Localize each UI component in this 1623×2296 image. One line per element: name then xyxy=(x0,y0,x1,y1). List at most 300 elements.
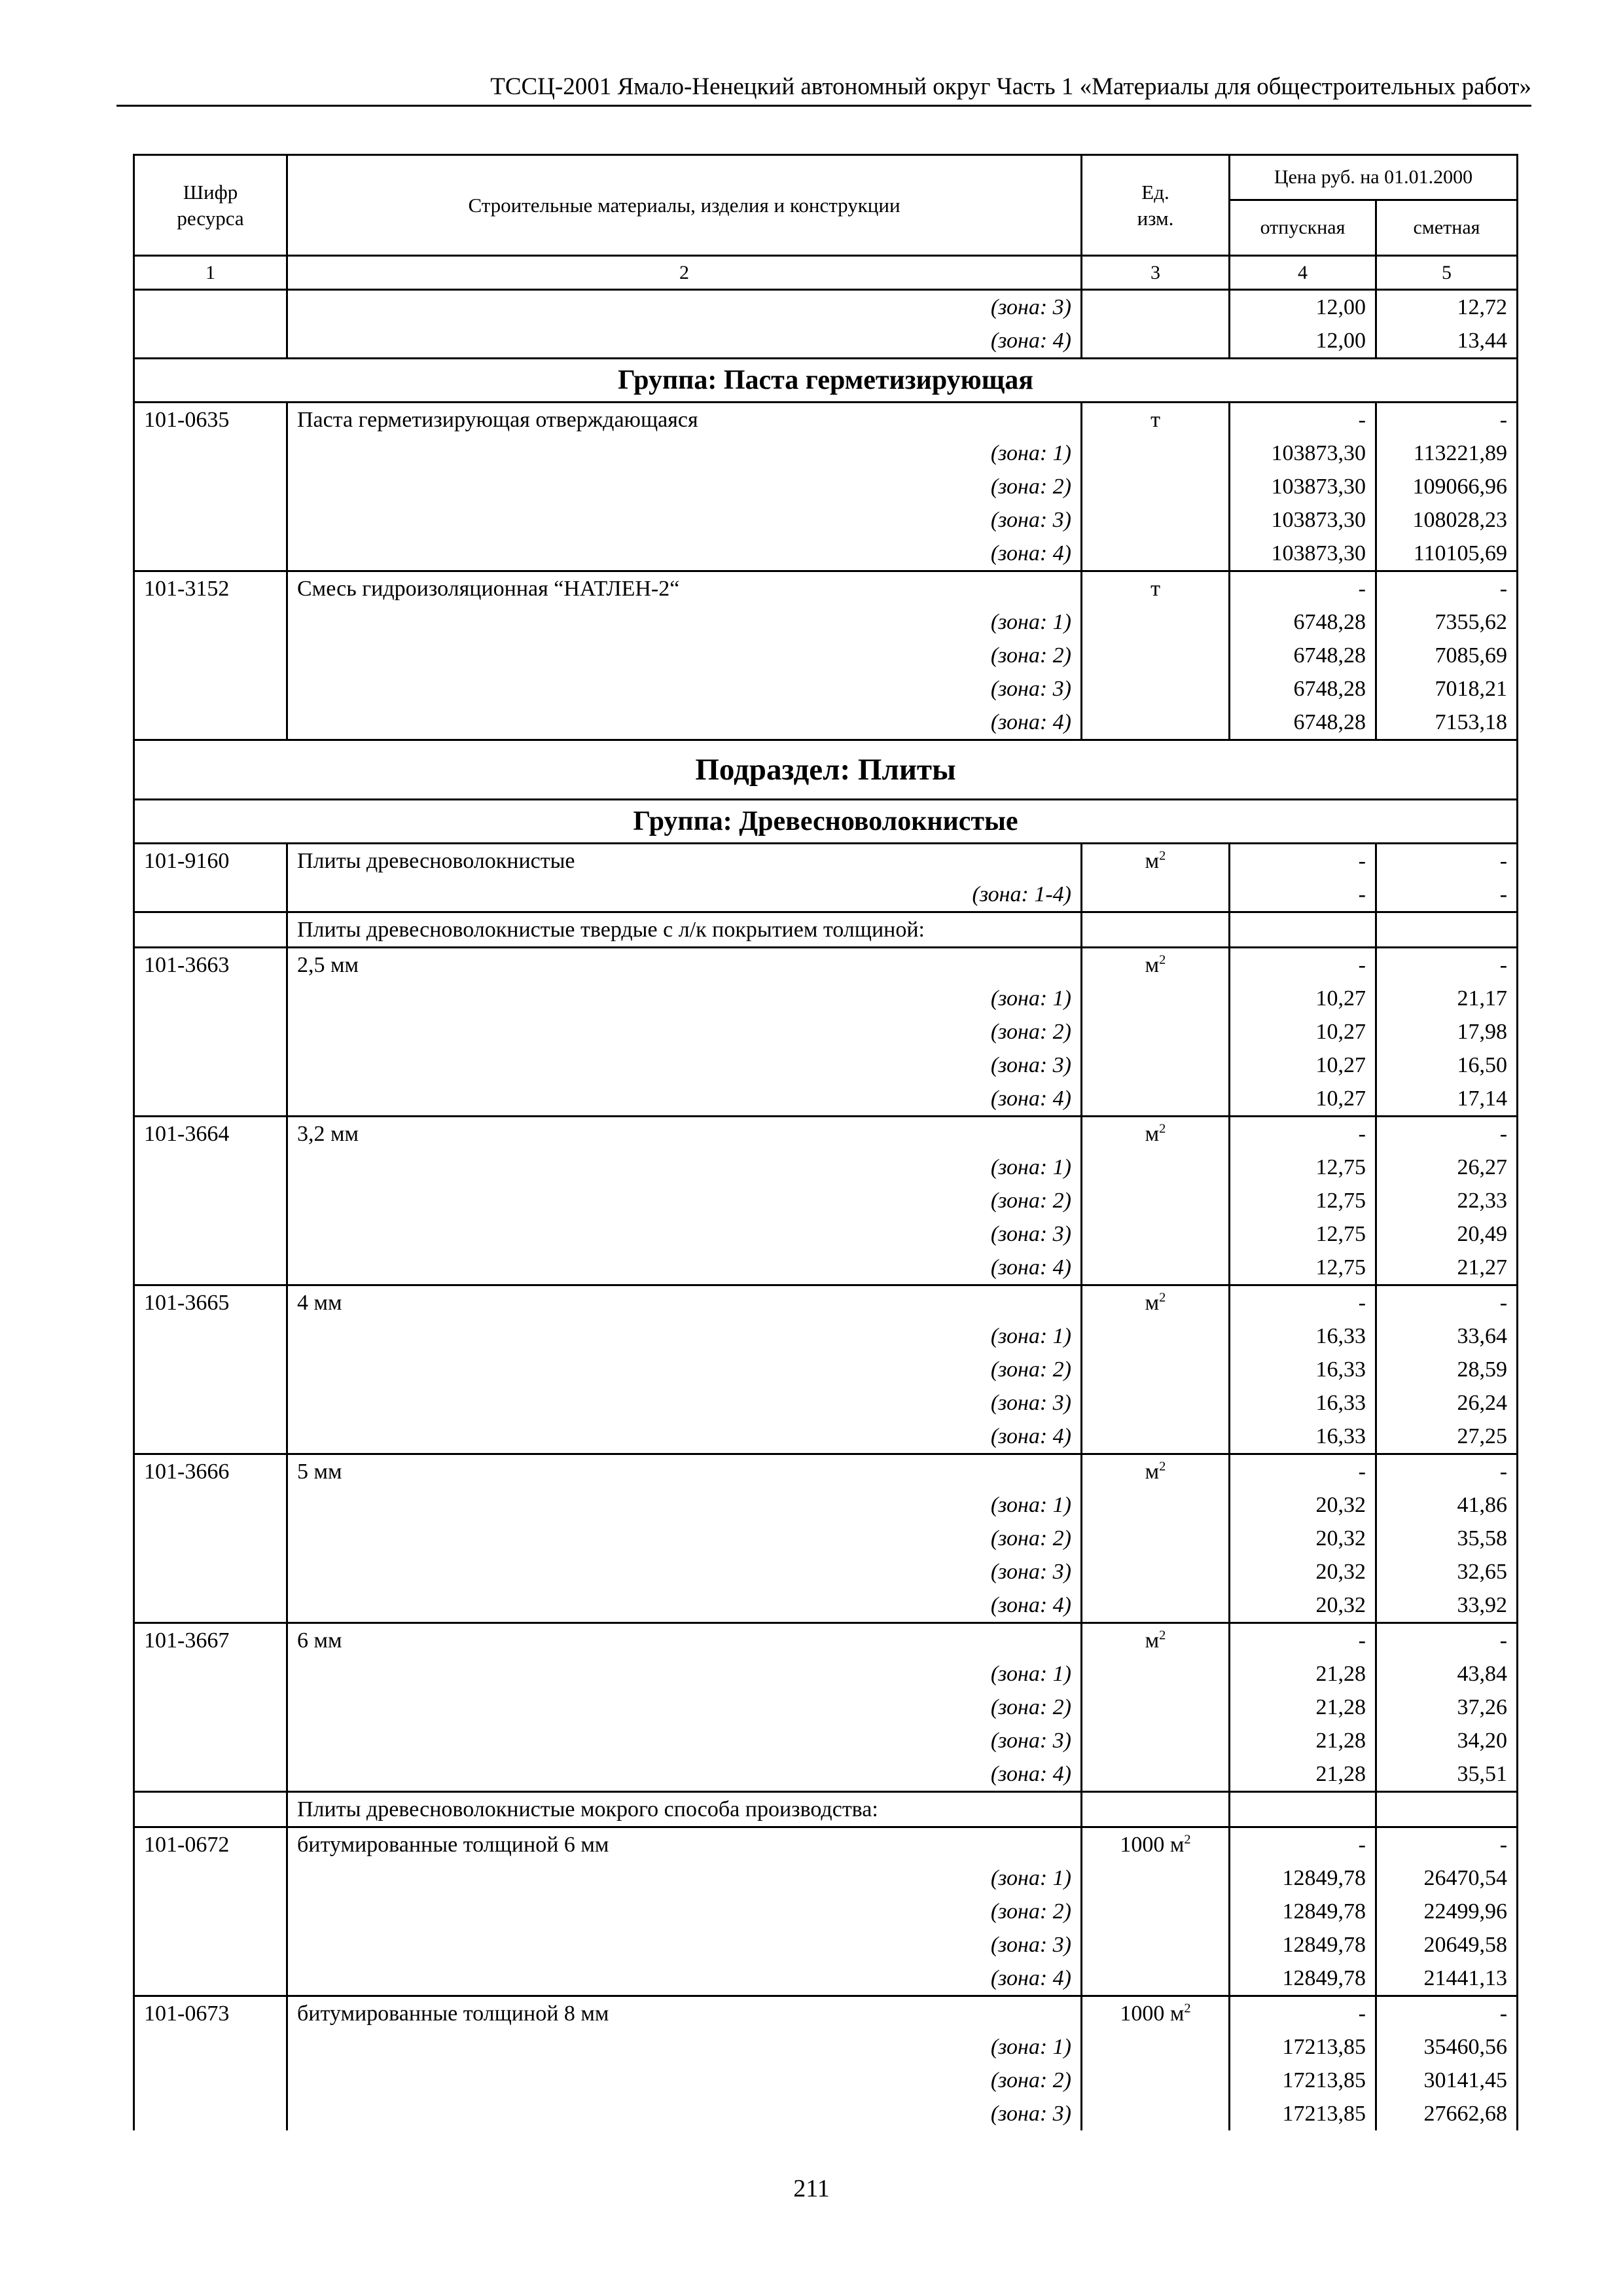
estimate-price: 43,84 xyxy=(1376,1657,1518,1691)
zone-label: (зона: 3) xyxy=(287,1217,1082,1251)
unit-cell xyxy=(1082,1049,1230,1082)
estimate-price: 108028,23 xyxy=(1376,503,1518,537)
code-cell xyxy=(134,1757,287,1792)
resource-code: 101-0672 xyxy=(134,1827,287,1862)
zone-label: (зона: 3) xyxy=(287,672,1082,706)
zone-label: (зона: 4) xyxy=(287,537,1082,571)
material-name: Плиты древесноволокнистые xyxy=(287,844,1082,878)
zone-price-row xyxy=(134,1757,1518,1792)
zone-label: (зона: 1) xyxy=(287,982,1082,1015)
material-row xyxy=(134,403,1518,437)
column-number-row xyxy=(134,256,1518,290)
unit-cell xyxy=(1082,1522,1230,1555)
resource-code: 101-9160 xyxy=(134,844,287,878)
release-price: - xyxy=(1230,1623,1376,1658)
material-name: 4 мм xyxy=(287,1285,1082,1320)
code-cell xyxy=(134,1928,287,1962)
unit-cell xyxy=(1082,1454,1230,1489)
zone-label: (зона: 4) xyxy=(287,1962,1082,1996)
estimate-price: - xyxy=(1376,571,1518,606)
zone-label: (зона: 2) xyxy=(287,2064,1082,2097)
zone-price-row xyxy=(134,1353,1518,1386)
code-cell xyxy=(134,1251,287,1285)
release-price: 16,33 xyxy=(1230,1386,1376,1420)
code-cell xyxy=(134,1420,287,1454)
estimate-price: 22499,96 xyxy=(1376,1895,1518,1928)
zone-label: (зона: 3) xyxy=(287,1724,1082,1757)
zone-price-row xyxy=(134,1386,1518,1420)
zone-price-row xyxy=(134,1049,1518,1082)
estimate-price: 20649,58 xyxy=(1376,1928,1518,1962)
estimate-price: 41,86 xyxy=(1376,1488,1518,1522)
zone-price-row xyxy=(134,878,1518,912)
zone-price-row xyxy=(134,1861,1518,1895)
material-row xyxy=(134,1117,1518,1151)
column-number: 2 xyxy=(287,256,1082,290)
unit-superscript: 2 xyxy=(1159,1459,1166,1474)
unit-cell xyxy=(1082,1724,1230,1757)
unit-cell xyxy=(1082,1757,1230,1792)
group-heading: Группа: Древесноволокнистые xyxy=(134,800,1518,844)
header-code: Шифр ресурса xyxy=(134,155,287,256)
code-cell xyxy=(134,1522,287,1555)
zone-label: (зона: 3) xyxy=(287,503,1082,537)
zone-label: (зона: 1) xyxy=(287,605,1082,639)
price-table xyxy=(133,154,1518,2130)
material-row xyxy=(134,1285,1518,1320)
table-header-row xyxy=(134,155,1518,200)
zone-price-row xyxy=(134,1015,1518,1049)
release-price: - xyxy=(1230,1117,1376,1151)
release-price: 12849,78 xyxy=(1230,1895,1376,1928)
zone-label: (зона: 1) xyxy=(287,1488,1082,1522)
estimate-price: 110105,69 xyxy=(1376,537,1518,571)
resource-code: 101-0635 xyxy=(134,403,287,437)
unit-cell xyxy=(1082,982,1230,1015)
unit-cell xyxy=(1082,1151,1230,1184)
estimate-price: 109066,96 xyxy=(1376,470,1518,503)
unit-cell xyxy=(1082,1353,1230,1386)
zone-price-row xyxy=(134,1657,1518,1691)
unit-cell xyxy=(1082,470,1230,503)
zone-price-row xyxy=(134,437,1518,470)
unit-cell xyxy=(1082,1588,1230,1623)
zone-price-row xyxy=(134,1588,1518,1623)
code-cell xyxy=(134,1319,287,1353)
release-price: 20,32 xyxy=(1230,1488,1376,1522)
unit-text: м xyxy=(1145,952,1160,977)
zone-price-row xyxy=(134,290,1518,325)
unit-cell xyxy=(1082,1251,1230,1285)
unit-cell xyxy=(1082,844,1230,878)
zone-label: (зона: 4) xyxy=(287,324,1082,359)
code-cell xyxy=(134,982,287,1015)
estimate-price: 7153,18 xyxy=(1376,706,1518,740)
unit-cell xyxy=(1082,1217,1230,1251)
group-heading: Группа: Паста герметизирующая xyxy=(134,359,1518,403)
release-price-cell xyxy=(1230,1792,1376,1827)
release-price: 20,32 xyxy=(1230,1588,1376,1623)
zone-label: (зона: 4) xyxy=(287,706,1082,740)
unit-text: м xyxy=(1145,1459,1160,1484)
zone-label: (зона: 3) xyxy=(287,1928,1082,1962)
code-cell xyxy=(134,1962,287,1996)
estimate-price: 28,59 xyxy=(1376,1353,1518,1386)
resource-code: 101-3663 xyxy=(134,948,287,982)
code-cell xyxy=(134,639,287,672)
zone-label: (зона: 2) xyxy=(287,1522,1082,1555)
estimate-price: 35,51 xyxy=(1376,1757,1518,1792)
code-cell xyxy=(134,2097,287,2130)
release-price: - xyxy=(1230,878,1376,912)
zone-label: (зона: 1) xyxy=(287,1319,1082,1353)
code-cell xyxy=(134,1657,287,1691)
code-cell xyxy=(134,2030,287,2064)
zone-price-row xyxy=(134,1724,1518,1757)
material-name: битумированные толщиной 6 мм xyxy=(287,1827,1082,1862)
resource-code: 101-3664 xyxy=(134,1117,287,1151)
code-cell xyxy=(134,1895,287,1928)
unit-superscript: 2 xyxy=(1159,1121,1166,1136)
release-price: 21,28 xyxy=(1230,1657,1376,1691)
resource-code: 101-3152 xyxy=(134,571,287,606)
code-cell xyxy=(134,912,287,948)
zone-label: (зона: 4) xyxy=(287,1757,1082,1792)
unit-cell xyxy=(1082,1657,1230,1691)
zone-price-row xyxy=(134,1895,1518,1928)
release-price: 12,00 xyxy=(1230,290,1376,325)
code-cell xyxy=(134,1555,287,1588)
unit-cell xyxy=(1082,706,1230,740)
unit-cell xyxy=(1082,537,1230,571)
unit-cell xyxy=(1082,2097,1230,2130)
unit-text: м xyxy=(1145,1290,1160,1315)
release-price: - xyxy=(1230,1827,1376,1862)
code-cell xyxy=(134,1217,287,1251)
release-price: 21,28 xyxy=(1230,1691,1376,1724)
unit-cell xyxy=(1082,503,1230,537)
estimate-price: 26470,54 xyxy=(1376,1861,1518,1895)
release-price: 17213,85 xyxy=(1230,2097,1376,2130)
resource-code: 101-3665 xyxy=(134,1285,287,1320)
estimate-price: - xyxy=(1376,1827,1518,1862)
release-price: 12849,78 xyxy=(1230,1962,1376,1996)
zone-label: (зона: 4) xyxy=(287,1420,1082,1454)
code-cell xyxy=(134,1151,287,1184)
code-cell xyxy=(134,706,287,740)
zone-price-row xyxy=(134,1691,1518,1724)
material-name: Смесь гидроизоляционная “НАТЛЕН-2“ xyxy=(287,571,1082,606)
zone-label: (зона: 2) xyxy=(287,639,1082,672)
subheading-row xyxy=(134,912,1518,948)
resource-code: 101-0673 xyxy=(134,1996,287,2031)
estimate-price: 113221,89 xyxy=(1376,437,1518,470)
estimate-price: 7355,62 xyxy=(1376,605,1518,639)
code-cell xyxy=(134,1386,287,1420)
release-price: 10,27 xyxy=(1230,1082,1376,1117)
zone-label: (зона: 1-4) xyxy=(287,878,1082,912)
zone-price-row xyxy=(134,1488,1518,1522)
estimate-price: 13,44 xyxy=(1376,324,1518,359)
zone-label: (зона: 1) xyxy=(287,437,1082,470)
table-body xyxy=(134,290,1518,2131)
unit-cell xyxy=(1082,1623,1230,1658)
code-cell xyxy=(134,1588,287,1623)
unit-text: м xyxy=(1145,1121,1160,1146)
release-price: 10,27 xyxy=(1230,982,1376,1015)
group-heading-row xyxy=(134,359,1518,403)
zone-price-row xyxy=(134,982,1518,1015)
release-price: 16,33 xyxy=(1230,1319,1376,1353)
estimate-price: - xyxy=(1376,1117,1518,1151)
material-name: битумированные толщиной 8 мм xyxy=(287,1996,1082,2031)
unit-text: т xyxy=(1150,576,1160,601)
zone-price-row xyxy=(134,1928,1518,1962)
unit-cell xyxy=(1082,912,1230,948)
release-price: 6748,28 xyxy=(1230,672,1376,706)
material-name: 2,5 мм xyxy=(287,948,1082,982)
release-price: - xyxy=(1230,844,1376,878)
estimate-price: - xyxy=(1376,1996,1518,2031)
release-price: 12,75 xyxy=(1230,1217,1376,1251)
unit-superscript: 2 xyxy=(1184,2001,1191,2016)
zone-price-row xyxy=(134,1184,1518,1217)
zone-label: (зона: 2) xyxy=(287,470,1082,503)
release-price: 17213,85 xyxy=(1230,2064,1376,2097)
estimate-price: 34,20 xyxy=(1376,1724,1518,1757)
zone-price-row xyxy=(134,1319,1518,1353)
zone-price-row xyxy=(134,1251,1518,1285)
material-name: 5 мм xyxy=(287,1454,1082,1489)
estimate-price: 32,65 xyxy=(1376,1555,1518,1588)
material-row xyxy=(134,1996,1518,2031)
resource-code: 101-3667 xyxy=(134,1623,287,1658)
header-release-price: отпускная xyxy=(1230,200,1376,256)
unit-cell xyxy=(1082,639,1230,672)
release-price: 17213,85 xyxy=(1230,2030,1376,2064)
column-number: 4 xyxy=(1230,256,1376,290)
release-price: 12,75 xyxy=(1230,1151,1376,1184)
unit-cell xyxy=(1082,605,1230,639)
estimate-price: 7085,69 xyxy=(1376,639,1518,672)
unit-cell xyxy=(1082,1420,1230,1454)
release-price: 103873,30 xyxy=(1230,537,1376,571)
release-price: 12849,78 xyxy=(1230,1928,1376,1962)
zone-label: (зона: 2) xyxy=(287,1184,1082,1217)
unit-cell xyxy=(1082,1962,1230,1996)
code-cell xyxy=(134,290,287,325)
release-price: 10,27 xyxy=(1230,1049,1376,1082)
unit-cell xyxy=(1082,437,1230,470)
page-number: 211 xyxy=(793,2175,830,2202)
unit-cell xyxy=(1082,324,1230,359)
unit-cell xyxy=(1082,2064,1230,2097)
zone-price-row xyxy=(134,324,1518,359)
header-name: Строительные материалы, изделия и конструкции xyxy=(287,155,1082,256)
unit-superscript: 2 xyxy=(1159,848,1166,863)
estimate-price: 33,92 xyxy=(1376,1588,1518,1623)
code-cell xyxy=(134,878,287,912)
unit-cell xyxy=(1082,1827,1230,1862)
estimate-price: 26,24 xyxy=(1376,1386,1518,1420)
unit-text: м xyxy=(1145,1628,1160,1653)
code-cell xyxy=(134,2064,287,2097)
unit-cell xyxy=(1082,290,1230,325)
column-number: 1 xyxy=(134,256,287,290)
zone-label: (зона: 3) xyxy=(287,1049,1082,1082)
zone-label: (зона: 4) xyxy=(287,1082,1082,1117)
header-estimate-price: сметная xyxy=(1376,200,1518,256)
material-name: 3,2 мм xyxy=(287,1117,1082,1151)
estimate-price: - xyxy=(1376,948,1518,982)
unit-cell xyxy=(1082,1319,1230,1353)
header-unit: Ед. изм. xyxy=(1082,155,1230,256)
estimate-price: 16,50 xyxy=(1376,1049,1518,1082)
code-cell xyxy=(134,1184,287,1217)
unit-cell xyxy=(1082,1285,1230,1320)
estimate-price: - xyxy=(1376,1454,1518,1489)
release-price: 12,00 xyxy=(1230,324,1376,359)
estimate-price: 26,27 xyxy=(1376,1151,1518,1184)
zone-label: (зона: 1) xyxy=(287,1657,1082,1691)
zone-price-row xyxy=(134,706,1518,740)
estimate-price: 21,17 xyxy=(1376,982,1518,1015)
code-cell xyxy=(134,1792,287,1827)
estimate-price: 17,98 xyxy=(1376,1015,1518,1049)
release-price: 16,33 xyxy=(1230,1420,1376,1454)
code-cell xyxy=(134,605,287,639)
release-price: 21,28 xyxy=(1230,1757,1376,1792)
unit-cell xyxy=(1082,1184,1230,1217)
zone-label: (зона: 2) xyxy=(287,1895,1082,1928)
code-cell xyxy=(134,1015,287,1049)
section-heading-row xyxy=(134,740,1518,800)
unit-cell xyxy=(1082,1015,1230,1049)
unit-text: 1000 м xyxy=(1120,2001,1185,2026)
zone-price-row xyxy=(134,2097,1518,2130)
material-row xyxy=(134,571,1518,606)
zone-price-row xyxy=(134,2030,1518,2064)
code-cell xyxy=(134,1353,287,1386)
unit-superscript: 2 xyxy=(1184,1832,1191,1847)
release-price: 12,75 xyxy=(1230,1251,1376,1285)
zone-price-row xyxy=(134,1962,1518,1996)
release-price: 6748,28 xyxy=(1230,605,1376,639)
zone-label: (зона: 1) xyxy=(287,1151,1082,1184)
estimate-price-cell xyxy=(1376,912,1518,948)
code-cell xyxy=(134,537,287,571)
zone-price-row xyxy=(134,470,1518,503)
code-cell xyxy=(134,1861,287,1895)
estimate-price: 12,72 xyxy=(1376,290,1518,325)
estimate-price: 27,25 xyxy=(1376,1420,1518,1454)
unit-cell xyxy=(1082,2030,1230,2064)
estimate-price: 21,27 xyxy=(1376,1251,1518,1285)
zone-label: (зона: 2) xyxy=(287,1015,1082,1049)
estimate-price: - xyxy=(1376,1623,1518,1658)
estimate-price: 35460,56 xyxy=(1376,2030,1518,2064)
subheading-text: Плиты древесноволокнистые твердые с л/к покрытием толщиной: xyxy=(287,912,1082,948)
unit-superscript: 2 xyxy=(1159,952,1166,967)
zone-price-row xyxy=(134,537,1518,571)
release-price: 12,75 xyxy=(1230,1184,1376,1217)
unit-cell xyxy=(1082,1691,1230,1724)
material-row xyxy=(134,1827,1518,1862)
zone-label: (зона: 2) xyxy=(287,1353,1082,1386)
release-price: 16,33 xyxy=(1230,1353,1376,1386)
material-row xyxy=(134,1623,1518,1658)
release-price: 10,27 xyxy=(1230,1015,1376,1049)
material-row xyxy=(134,1454,1518,1489)
release-price: 20,32 xyxy=(1230,1522,1376,1555)
zone-price-row xyxy=(134,2064,1518,2097)
unit-cell xyxy=(1082,1928,1230,1962)
estimate-price: - xyxy=(1376,403,1518,437)
code-cell xyxy=(134,1724,287,1757)
estimate-price: 27662,68 xyxy=(1376,2097,1518,2130)
release-price-cell xyxy=(1230,912,1376,948)
zone-price-row xyxy=(134,672,1518,706)
resource-code: 101-3666 xyxy=(134,1454,287,1489)
material-row xyxy=(134,844,1518,878)
code-cell xyxy=(134,1691,287,1724)
release-price: - xyxy=(1230,403,1376,437)
zone-label: (зона: 2) xyxy=(287,1691,1082,1724)
release-price: 20,32 xyxy=(1230,1555,1376,1588)
unit-text: 1000 м xyxy=(1120,1832,1185,1857)
code-cell xyxy=(134,437,287,470)
zone-label: (зона: 3) xyxy=(287,290,1082,325)
unit-cell xyxy=(1082,571,1230,606)
zone-label: (зона: 3) xyxy=(287,2097,1082,2130)
header-rule xyxy=(116,105,1531,107)
estimate-price: 21441,13 xyxy=(1376,1962,1518,1996)
unit-superscript: 2 xyxy=(1159,1628,1166,1643)
unit-cell xyxy=(1082,878,1230,912)
release-price: 12849,78 xyxy=(1230,1861,1376,1895)
subheading-text: Плиты древесноволокнистые мокрого способа производства: xyxy=(287,1792,1082,1827)
unit-superscript: 2 xyxy=(1159,1290,1166,1305)
estimate-price: 22,33 xyxy=(1376,1184,1518,1217)
unit-cell xyxy=(1082,672,1230,706)
release-price: - xyxy=(1230,571,1376,606)
zone-label: (зона: 1) xyxy=(287,1861,1082,1895)
group-heading-row xyxy=(134,800,1518,844)
zone-label: (зона: 1) xyxy=(287,2030,1082,2064)
estimate-price: 37,26 xyxy=(1376,1691,1518,1724)
unit-cell xyxy=(1082,1996,1230,2031)
unit-cell xyxy=(1082,1895,1230,1928)
unit-text: м xyxy=(1145,848,1160,873)
release-price: 21,28 xyxy=(1230,1724,1376,1757)
unit-cell xyxy=(1082,403,1230,437)
unit-cell xyxy=(1082,1555,1230,1588)
zone-price-row xyxy=(134,1217,1518,1251)
code-cell xyxy=(134,672,287,706)
zone-price-row xyxy=(134,1522,1518,1555)
release-price: - xyxy=(1230,1454,1376,1489)
estimate-price: - xyxy=(1376,1285,1518,1320)
subheading-row xyxy=(134,1792,1518,1827)
code-cell xyxy=(134,470,287,503)
code-cell xyxy=(134,1049,287,1082)
material-row xyxy=(134,948,1518,982)
estimate-price: 7018,21 xyxy=(1376,672,1518,706)
running-title: ТССЦ-2001 Ямало-Ненецкий автономный округ Часть 1 «Материалы для общестроительных работ» xyxy=(490,73,1531,100)
release-price: 6748,28 xyxy=(1230,706,1376,740)
unit-cell xyxy=(1082,1117,1230,1151)
release-price: - xyxy=(1230,948,1376,982)
